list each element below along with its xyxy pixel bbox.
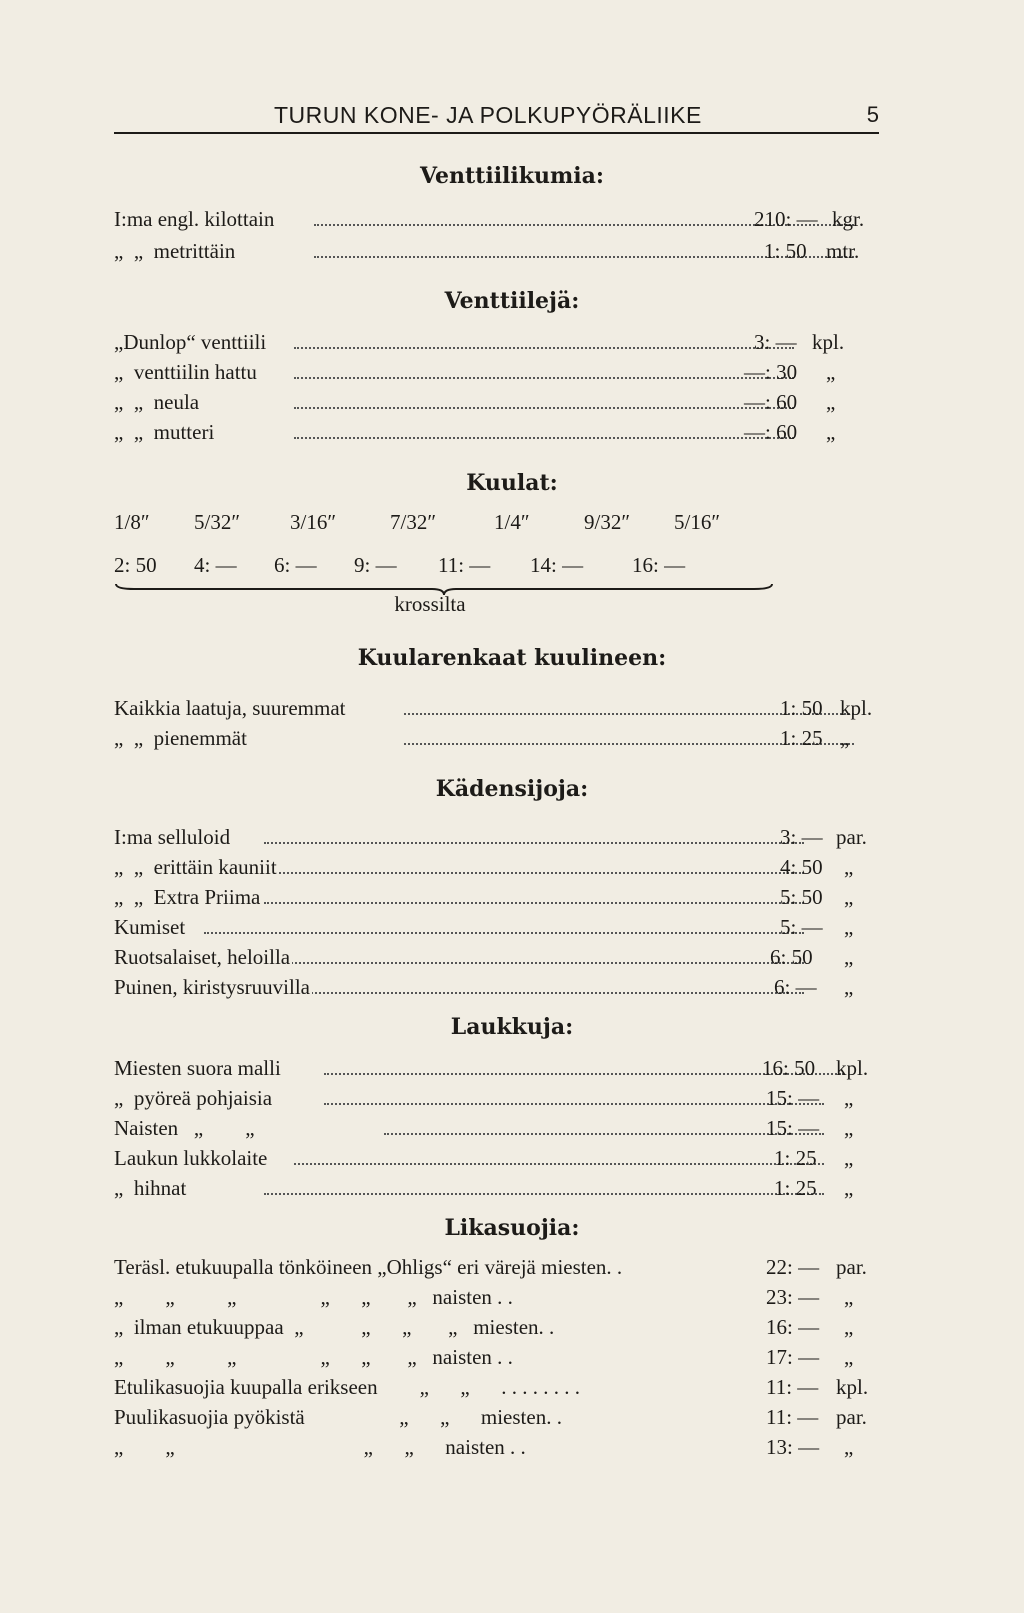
price-row [114,1083,879,1113]
price-row [114,357,879,387]
item-unit: „ [826,390,836,414]
item-unit: „ [844,915,854,939]
item-label: „ hihnat [114,1173,188,1203]
item-price: 23: — [766,1285,820,1309]
price-row [114,942,879,972]
item-price: 15: — [766,1086,820,1110]
price-row [114,1372,879,1402]
heading-kuulat: Kuulat: [466,470,558,496]
item-unit: „ [844,945,854,969]
price-row [114,822,879,852]
heading-venttiileja: Venttiilejä: [444,288,580,314]
price-row [114,1053,879,1083]
price-row [114,1173,879,1203]
item-unit: „ [844,1315,854,1339]
item-unit: „ [826,360,836,384]
item-price: 11: — [766,1405,819,1429]
item-price: 15: — [766,1116,820,1140]
item-price: 1: 25 [774,1176,817,1200]
price-row [114,1312,879,1342]
item-price: 6: — [774,975,817,999]
item-price: 16: 50 [762,1056,816,1080]
item-unit: „ [844,1345,854,1369]
item-unit: par. [836,1405,867,1429]
price-row [114,912,879,942]
item-label: Teräsl. etukuupalla tönköineen „Ohligs“ eri värejä miesten. . [114,1252,624,1282]
item-unit: kpl. [840,696,873,720]
item-label: „ venttiilin hattu [114,357,259,387]
page-header [114,102,879,134]
kuulat-note: krossilta [394,592,466,616]
item-label: Laukun lukkolaite [114,1143,269,1173]
ball-sizes-row [114,510,774,540]
ball-price: 2: 50 [114,553,157,577]
price-row [114,723,879,753]
item-price: 1: 50 [780,696,823,720]
price-row [114,852,879,882]
item-unit: „ [844,1116,854,1140]
item-label: Kumiset [114,912,187,942]
price-row [114,236,879,266]
item-label: „Dunlop“ venttiili [114,327,268,357]
item-label: „ pyöreä pohjaisia [114,1083,274,1113]
page-number: 5 [866,102,879,127]
ball-price: 9: — [354,553,397,577]
heading-laukkuja: Laukkuja: [450,1014,574,1040]
heading-likasuojia: Likasuojia: [444,1215,580,1241]
item-label: I:ma selluloid [114,822,232,852]
item-label: Kaikkia laatuja, suuremmat [114,693,348,723]
item-price: 5: 50 [780,885,823,909]
item-label: Puulikasuojia pyökistä „ „ miesten. . [114,1402,564,1432]
heading-venttiilikumia: Venttiilikumia: [419,163,605,189]
item-price: 1: 25 [774,1146,817,1170]
item-unit: kpl. [812,330,845,354]
item-unit: „ [844,885,854,909]
item-label: „ ilman etukuuppaa „ „ „ „ miesten. . [114,1312,556,1342]
item-label: „ „ erittäin kauniit [114,852,279,882]
item-label: Ruotsalaiset, heloilla [114,942,292,972]
item-price: 16: — [766,1315,820,1339]
price-row [114,1432,879,1462]
item-unit: „ [840,726,850,750]
price-row [114,1252,879,1282]
item-unit: „ [844,855,854,879]
ball-size: 1/4″ [494,510,530,534]
price-row [114,1342,879,1372]
item-price: 11: — [766,1375,819,1399]
ball-price: 16: — [632,553,686,577]
item-label: Naisten „ „ [114,1113,257,1143]
item-price: 13: — [766,1435,820,1459]
item-price: —: 30 [744,360,798,384]
ball-size: 5/16″ [674,510,721,534]
ball-size: 9/32″ [584,510,631,534]
price-row [114,972,879,1002]
ball-prices-row [114,553,774,583]
item-label: I:ma engl. kilottain [114,204,276,234]
heading-kadensijoja: Kädensijoja: [435,776,589,802]
item-unit: „ [844,1086,854,1110]
item-label: Miesten suora malli [114,1053,283,1083]
item-unit: par. [836,1255,867,1279]
item-price: 3: — [754,330,797,354]
item-unit: mtr. [826,239,860,263]
price-row [114,1143,879,1173]
item-unit: „ [844,1146,854,1170]
item-price: 6: 50 [770,945,813,969]
item-price: 3: — [780,825,823,849]
item-unit: kgr. [832,207,865,231]
ball-price: 11: — [438,553,491,577]
item-label: Puinen, kiristysruuvilla [114,972,312,1002]
item-price: —: 60 [744,420,798,444]
item-price: 4: 50 [780,855,823,879]
item-label: „ „ metrittäin [114,236,237,266]
item-price: —: 60 [744,390,798,414]
header-title: TURUN KONE- JA POLKUPYÖRÄLIIKE [274,102,702,128]
item-price: 5: — [780,915,823,939]
item-price: 22: — [766,1255,820,1279]
item-unit: „ [844,1435,854,1459]
item-price: 1: 25 [780,726,823,750]
item-label: „ „ pienemmät [114,723,249,753]
heading-kuularenkaat: Kuularenkaat kuulineen: [357,645,667,671]
ball-size: 7/32″ [390,510,437,534]
item-unit: kpl. [836,1056,869,1080]
price-row [114,327,879,357]
item-unit: „ [844,975,854,999]
item-label: Etulikasuojia kuupalla erikseen „ „ . . . . . . . . [114,1372,582,1402]
price-row [114,693,879,723]
item-label: „ „ mutteri [114,417,216,447]
item-unit: „ [826,420,836,444]
item-price: 210: — [754,207,818,231]
item-unit: kpl. [836,1375,869,1399]
price-row [114,204,879,234]
price-row [114,387,879,417]
price-row [114,882,879,912]
ball-size: 1/8″ [114,510,150,534]
ball-price: 6: — [274,553,317,577]
item-label: „ „ „ „ naisten . . [114,1432,528,1462]
item-label: „ „ „ „ „ „ naisten . . [114,1282,515,1312]
item-unit: par. [836,825,867,849]
price-row [114,1113,879,1143]
item-price: 1: 50 [764,239,807,263]
item-label: „ „ „ „ „ „ naisten . . [114,1342,515,1372]
price-row [114,1282,879,1312]
item-unit: „ [844,1176,854,1200]
item-price: 17: — [766,1345,820,1369]
price-row [114,1402,879,1432]
item-unit: „ [844,1285,854,1309]
item-label: „ „ Extra Priima [114,882,262,912]
ball-price: 14: — [530,553,584,577]
ball-size: 5/32″ [194,510,241,534]
item-label: „ „ neula [114,387,201,417]
price-row [114,417,879,447]
ball-size: 3/16″ [290,510,337,534]
ball-price: 4: — [194,553,237,577]
